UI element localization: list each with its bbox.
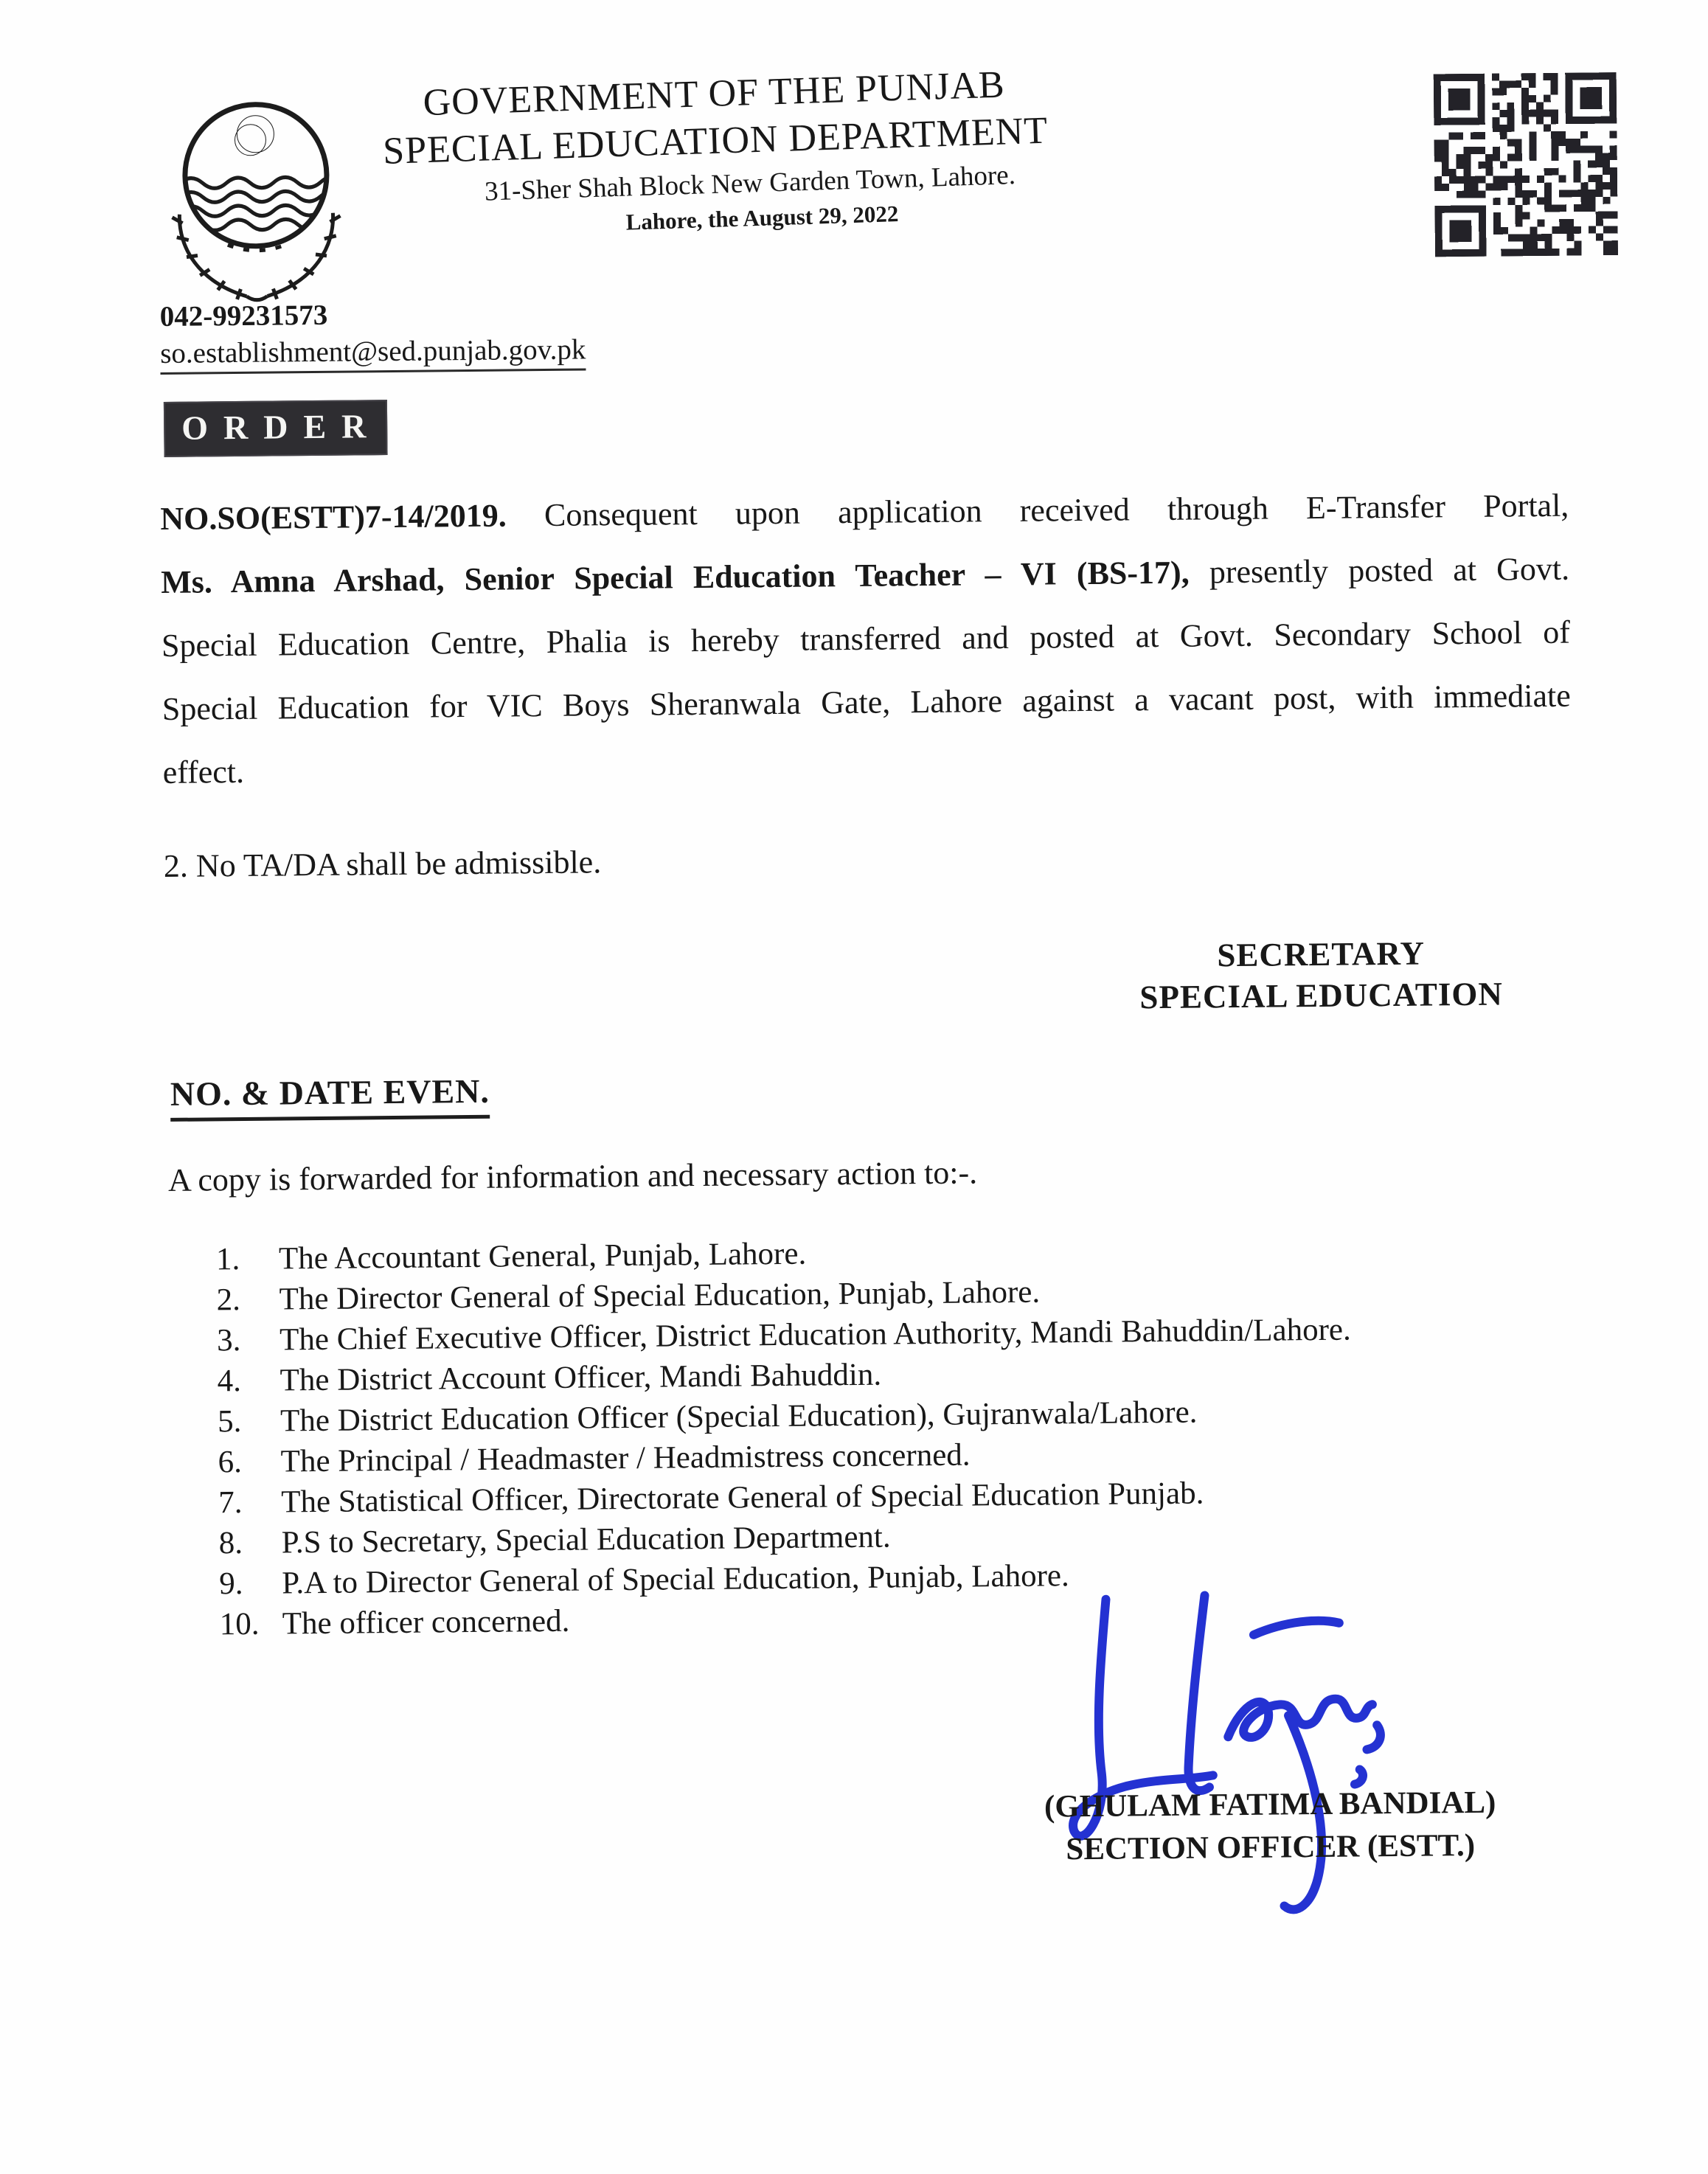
list-item-text: The District Education Officer (Special Education), Gujranwala/Lahore. (280, 1395, 1198, 1439)
paragraph-line: Ms. Amna Arshad, Senior Special Education Teacher – VI (BS-17), presently posted at Govt. (160, 550, 1570, 601)
distribution-heading: NO. & DATE EVEN. (170, 1072, 490, 1122)
address-line: 31-Sher Shah Block New Garden Town, Lahore. (484, 160, 1016, 207)
distribution-intro: A copy is forwarded for information and necessary action to:-. (167, 1154, 978, 1198)
list-item-number: 6. (218, 1445, 243, 1480)
list-item-text: The District Account Officer, Mandi Bahuddin. (280, 1357, 882, 1398)
secretary-subtitle: SPECIAL EDUCATION (1139, 975, 1504, 1016)
signature-name-block (982, 1781, 1558, 1872)
date-line: Lahore, the August 29, 2022 (625, 201, 899, 235)
list-item-number: 2. (216, 1282, 241, 1318)
list-item-text: The Principal / Headmaster / Headmistress concerned. (280, 1437, 971, 1479)
list-item-text: The Accountant General, Punjab, Lahore. (278, 1236, 807, 1277)
email-link[interactable]: so.establishment@sed.punjab.gov.pk (160, 333, 586, 375)
signatory-authority (1063, 931, 1580, 1019)
list-item-text: P.S to Secretary, Special Education Department. (281, 1519, 891, 1560)
list-item-text: The Statistical Officer, Directorate General of Special Education Punjab. (280, 1476, 1204, 1520)
signatory-designation: SECTION OFFICER (ESTT.) (1066, 1827, 1476, 1867)
list-item-number: 10. (219, 1606, 260, 1642)
paragraph-line: Special Education Centre, Phalia is hereby transferred and posted at Govt. Secondary School of (161, 614, 1571, 664)
order-paragraph (160, 474, 1572, 805)
letterhead (285, 59, 1145, 248)
list-item-text: The Chief Executive Officer, District Education Authority, Mandi Bahuddin/Lahore. (279, 1312, 1351, 1358)
list-item-text: The officer concerned. (282, 1603, 570, 1642)
list-item-number: 4. (217, 1364, 242, 1399)
signature-image (1060, 1588, 1409, 1930)
department-line: SPECIAL EDUCATION DEPARTMENT (382, 109, 1049, 173)
list-item-number: 1. (215, 1242, 240, 1277)
government-line: GOVERNMENT OF THE PUNJAB (422, 63, 1006, 125)
list-item-number: 3. (216, 1323, 241, 1358)
tada-note: 2. No TA/DA shall be admissible. (163, 844, 602, 884)
list-item-number: 7. (218, 1485, 243, 1521)
order-heading: ORDER (164, 400, 388, 457)
signatory-name: (GHULAM FATIMA BANDIAL) (1044, 1785, 1496, 1824)
list-item-number: 9. (219, 1566, 243, 1602)
list-item-text: The Director General of Special Education, Punjab, Lahore. (279, 1274, 1041, 1317)
phone-number: 042-99231573 (159, 299, 328, 333)
paragraph-line: effect. (162, 753, 245, 791)
paragraph-line: Special Education for VIC Boys Sheranwala Gate, Lahore against a vacant post, with immediate (162, 677, 1572, 727)
paragraph-line: NO.SO(ESTT)7-14/2019. Consequent upon application received through E-Transfer Portal, (160, 487, 1569, 538)
secretary-title: SECRETARY (1217, 934, 1426, 974)
list-item-number: 8. (218, 1526, 243, 1561)
qr-code (1434, 72, 1618, 257)
list-item-number: 5. (217, 1404, 242, 1440)
list-item-text: P.A to Director General of Special Education, Punjab, Lahore. (282, 1558, 1069, 1601)
distribution-list (216, 1229, 1354, 1645)
